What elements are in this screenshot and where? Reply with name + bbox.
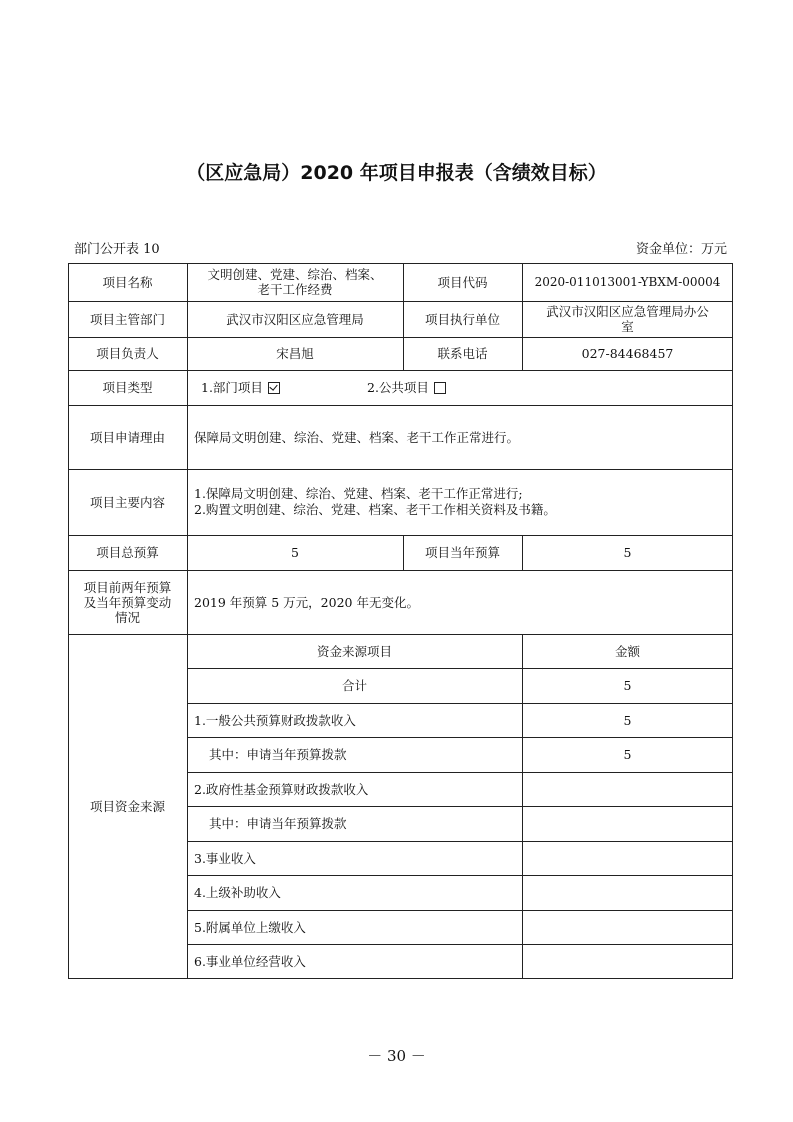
funding-row-item: 2.政府性基金预算财政拨款收入 xyxy=(194,781,369,797)
funding-row-item: 1.一般公共预算财政拨款收入 xyxy=(194,712,356,728)
phone-value: 027-84468457 xyxy=(581,346,674,361)
form-number: 部门公开表 10 xyxy=(74,242,160,257)
project-code-value: 2020-011013001-YBXM-00004 xyxy=(534,274,721,289)
currency-unit: 资金单位：万元 xyxy=(635,242,727,257)
budget-change-label: 项目前两年预算 及当年预算变动 情况 xyxy=(83,579,172,625)
page-number: － 30 － xyxy=(367,1047,426,1065)
funding-row-item: 3.事业收入 xyxy=(194,850,256,866)
checked-checkbox-icon[interactable] xyxy=(268,382,280,394)
funding-row-item: 其中：申请当年预算拨款 xyxy=(209,747,347,762)
funding-row-item: 5.附属单位上缴收入 xyxy=(194,919,306,935)
executing-unit-value: 武汉市汉阳区应急管理局办公 室 xyxy=(546,304,709,334)
project-name-value: 文明创建、党建、综治、档案、 老干工作经费 xyxy=(207,267,383,297)
year-budget-value: 5 xyxy=(623,545,632,560)
funding-row-item: 6.事业单位经营收入 xyxy=(194,954,306,969)
owner-label: 项目负责人 xyxy=(96,346,159,361)
funding-row-item: 4.上级补助收入 xyxy=(194,885,281,900)
project-name-label: 项目名称 xyxy=(102,274,153,290)
project-type-label: 项目类型 xyxy=(102,380,153,395)
total-budget-value: 5 xyxy=(291,545,299,560)
executing-unit-label: 项目执行单位 xyxy=(424,311,500,327)
funding-row-amount xyxy=(522,944,733,979)
content-value: 1.保障局文明创建、综治、党建、档案、老干工作正常进行; 2.购置文明创建、综治、党建、档案、老干工作相关资料及书籍。 xyxy=(194,486,556,517)
funding-row-amount xyxy=(522,841,733,875)
funding-row-amount xyxy=(522,806,733,841)
funding-row-amount xyxy=(522,772,733,806)
funding-row-amount xyxy=(522,875,733,910)
type-option-department[interactable] xyxy=(187,370,367,405)
funding-header-item: 资金来源项目 xyxy=(316,643,392,659)
reason-label: 项目申请理由 xyxy=(89,429,165,445)
type-option-department-label: 1.部门项目 xyxy=(201,380,263,395)
department-label: 项目主管部门 xyxy=(89,311,165,327)
funding-row-item: 其中：申请当年预算拨款 xyxy=(209,816,347,831)
type-option-public-label: 2.公共项目 xyxy=(367,380,429,395)
funding-row-amount xyxy=(522,910,733,944)
year-budget-label: 项目当年预算 xyxy=(424,545,500,560)
reason-value: 保障局文明创建、综治、党建、档案、老干工作正常进行。 xyxy=(194,429,520,445)
project-code-label: 项目代码 xyxy=(437,274,488,290)
funding-header-amount: 金额 xyxy=(614,643,640,659)
phone-label: 联系电话 xyxy=(437,346,488,361)
funding-row-amount: 5 xyxy=(623,678,632,693)
type-option-public[interactable] xyxy=(367,370,522,405)
empty-checkbox-icon[interactable] xyxy=(434,382,446,394)
department-value: 武汉市汉阳区应急管理局 xyxy=(226,311,364,327)
owner-value: 宋昌旭 xyxy=(276,346,314,361)
funding-row-amount: 5 xyxy=(623,747,632,762)
content-label: 项目主要内容 xyxy=(89,494,165,510)
funding-section-label: 项目资金来源 xyxy=(89,799,165,814)
page-title: （区应急局）2020 年项目申报表（含绩效目标） xyxy=(186,162,607,184)
funding-row-amount: 5 xyxy=(623,712,632,728)
total-budget-label: 项目总预算 xyxy=(96,545,159,560)
budget-change-value: 2019 年预算 5 万元，2020 年无变化。 xyxy=(194,594,419,610)
funding-row-item: 合计 xyxy=(341,678,367,693)
